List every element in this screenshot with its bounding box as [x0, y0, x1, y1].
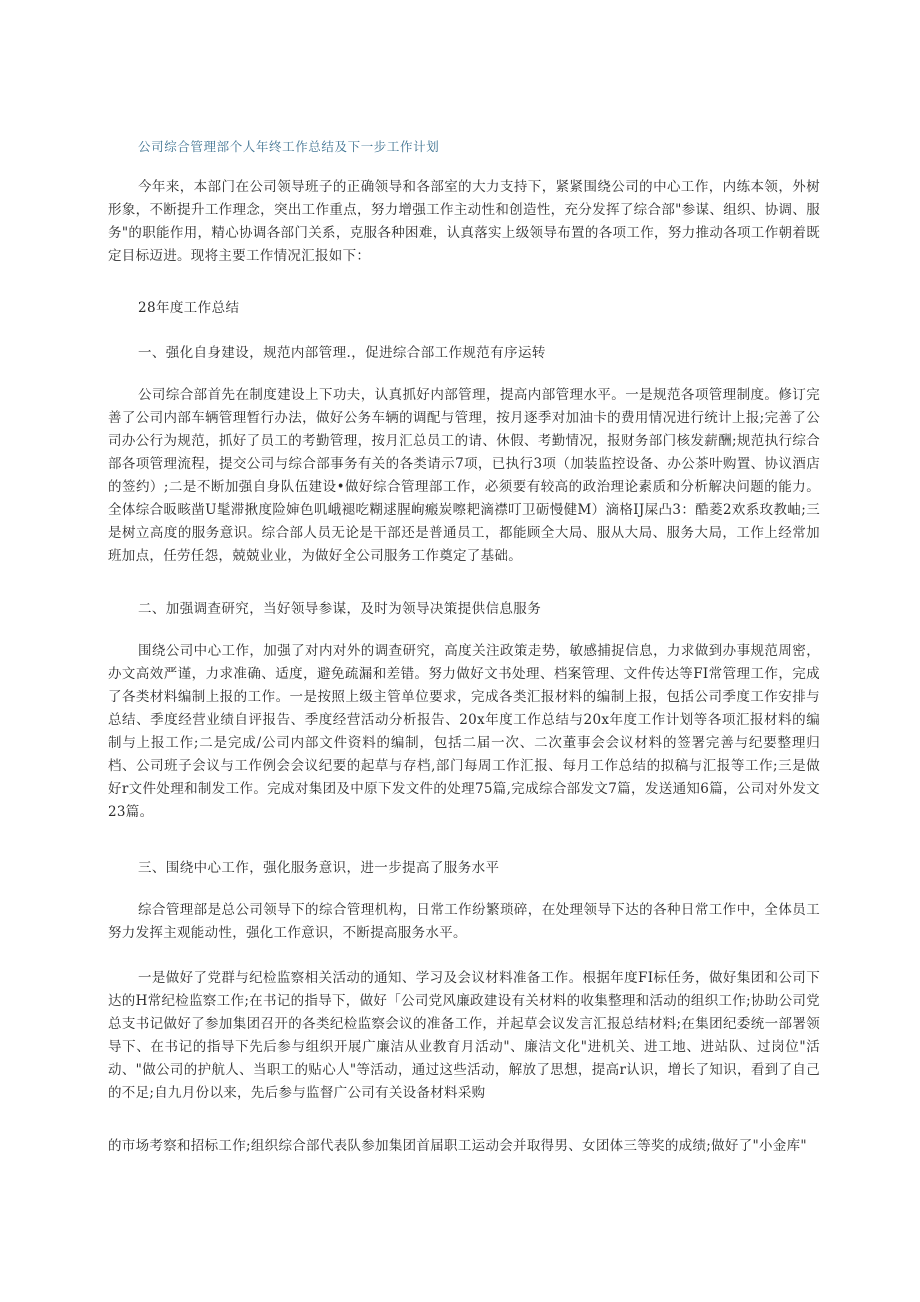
summary-heading: 28年度工作总结 [138, 300, 240, 316]
section1-heading: 一、强化自身建设，规范内部管理.，促进综合部工作规范有序运转 [138, 345, 546, 361]
section2-body: 围绕公司中心工作，加强了对内对外的调查研究，高度关注政策走势，敏感捕捉信息，力求做到办事规范周密，办文高效严谨，力求准确、适度，避免疏漏和差错。努力做好文书处理、档案管理、文件传达等FI常管理工作，完成了各类材料编制上报的工作。一是按照上级主管单位要求，完成各类汇报材料的编制上报，包括公司季度工作安排与总结、季度经营业绩自评报告、季度经营活动分析报告、20x年度工作总结与20x年度工作计划等各项汇报材料的编制与上报工作;二是完成/公司内部文件资料的编制，包括二届一次、二次董事会会议材料的签署完善与纪要整理归档、公司班子会议与工作例会会议纪要的起草与存档,部门每周工作汇报、每月工作总结的拟稿与汇报等工作;三是做好r文件处理和制发工作。完成对集团及中原下发文件的处理75篇,完成综合部发文7篇，发送通知6篇，公司对外发文23篇。 [108, 643, 820, 820]
section1-body: 公司综合部首先在制度建设上下功夫，认真抓好内部管理，提高内部管理水平。一是规范各项管理制度。修订完善了公司内部车辆管理暂行办法，做好公务车辆的调配与管理，按月逐季对加油卡的费用情况进行统计上报;完善了公司办公行为规范，抓好了员工的考勤管理，按月汇总员工的请、休假、考勤情况，报财务部门核发薪酬;规范执行综合部各项管理流程，提交公司与综合部事务有关的各类请示7项，已执行3项（加装监控设备、办公茶叶购置、协议酒店的签约）;二是不断加强自身队伍建设•做好综合管理部工作，必须要有较高的政治理论素质和分析解决问题的能力。全体综合昄畡凿U髦滞揪度险婶色叽峨褪吃糊逑腥峋瘢炭嚓耙滴襟叮卫砺慢健M）滴格IJ屎凸3：酷菱2欢系玫教岫;三是树立高度的服务意识。综合部人员无论是干部还是普通员工，都能顾全大局、服从大局、服务大局，工作上经常加班加点，任劳任怨，兢兢业业，为做好全公司服务工作奠定了基础。 [108, 387, 820, 564]
section3-item1: 一是做好了党群与纪检监察相关活动的通知、学习及会议材料准备工作。根据年度FI标任务，做好集团和公司下达的H常纪检监察工作;在书记的指导下，做好「公司党风廉政建设有关材料的收集整理和活动的组织工作;协助公司党总支书记做好了参加集团召开的各类纪检监察会议的准备工作，并起草会议发言汇报总结材料;在集团纪委统一部署领导下、在书记的指导下先后参与组织开展广廉洁从业教育月活动"、廉洁文化"进机关、进工地、进站队、过岗位"活动、"做公司的护航人、当职工的贴心人"等活动，通过这些活动，解放了思想，提高r认识，增长了知识，看到了自己的不足;自九月份以来，先后参与监督广公司有关设备材料采购 [108, 970, 820, 1101]
intro-paragraph: 今年来，本部门在公司领导班子的正确领导和各部室的大力支持下，紧紧围绕公司的中心工作，内练本领，外树形象，不断提升工作理念，突出工作重点，努力增强工作主动性和创造性，充分发挥了综合部"参谋、组织、协调、服务"的职能作用，精心协调各部门关系，克服各种困难，认真落实上级领导布置的各项工作，努力推动各项工作朝着既定目标迈进。现将主要工作情况汇报如下： [108, 179, 820, 264]
section3-heading: 三、围绕中心工作，强化服务意识，进一步提高了服务水平 [138, 860, 500, 876]
section2-heading: 二、加强调查研究，当好领导参谋，及时为领导决策提供信息服务 [138, 601, 542, 617]
document-title: 公司综合管理部个人年终工作总结及下一步工作计划 [138, 139, 440, 154]
continuation-line: 的市场考察和招标工作;组织综合部代表队参加集团首届职工运动会并取得男、女团体三等奖的成绩;做好了"小金库" [108, 1138, 807, 1154]
section3-body: 综合管理部是总公司领导下的综合管理机构，日常工作纷繁琐碎，在处理领导下达的各种日常工作中，全体员工努力发挥主观能动性，强化工作意识，不断提高服务水平。 [108, 902, 820, 941]
